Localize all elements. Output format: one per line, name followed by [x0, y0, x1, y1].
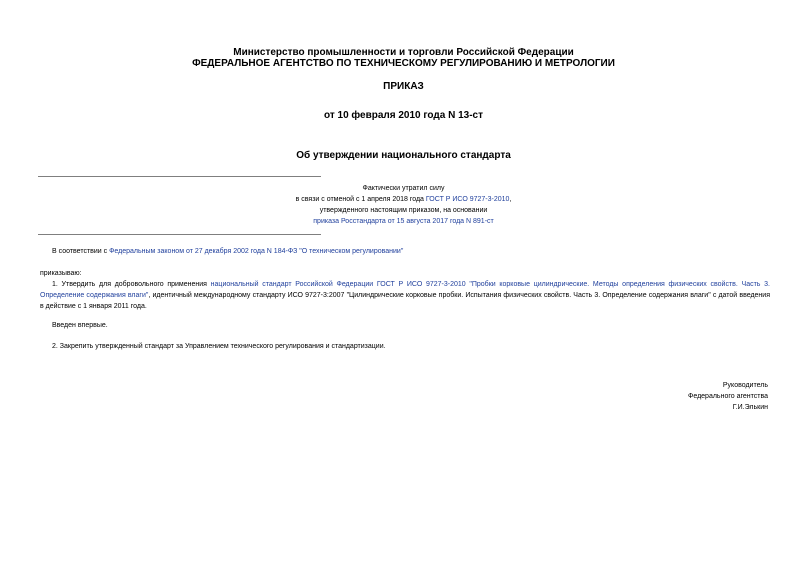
ministry-heading: Министерство промышленности и торговли Российской Федерации	[233, 47, 574, 58]
separator-line	[38, 176, 321, 177]
document-subject: Об утверждении национального стандарта	[296, 150, 511, 161]
signature-title-line2: Федерального агентства	[688, 393, 768, 400]
document-date-number: от 10 февраля 2010 года N 13-ст	[323, 110, 484, 121]
first-introduced-note: Введен впервые.	[52, 322, 108, 329]
gost-link[interactable]: ГОСТ Р ИСО 9727-3-2010	[425, 196, 510, 203]
status-note-line4	[0, 216, 807, 227]
item1-suffix: , идентичный международному стандарту ИСО 9727-3:2007 "Цилиндрические корковые пробки. Испытания физических свойств. Часть 3. Определение содержания влаги" с датой введения в действие с 1 января 2011 года.	[40, 292, 770, 310]
status-note-line2	[0, 194, 807, 205]
intro-paragraph	[52, 246, 403, 257]
federal-law-link[interactable]: Федеральным законом от 27 декабря 2002 года N 184-ФЗ "О техническом регулировании"	[109, 248, 404, 255]
rosstandart-order-link[interactable]: приказа Росстандарта от 15 августа 2017 года N 891-ст	[313, 218, 494, 225]
agency-heading: ФЕДЕРАЛЬНОЕ АГЕНТСТВО ПО ТЕХНИЧЕСКОМУ РЕГУЛИРОВАНИЮ И МЕТРОЛОГИИ	[192, 58, 615, 69]
item1-paragraph	[40, 279, 770, 312]
order-word: приказываю:	[40, 270, 82, 277]
status-note-line2-suffix: ,	[509, 196, 512, 203]
document-type: ПРИКАЗ	[383, 81, 424, 92]
item2-paragraph: 2. Закрепить утвержденный стандарт за Управлением технического регулирования и стандартизации.	[52, 343, 386, 350]
separator-line-bottom	[38, 234, 321, 235]
national-standard-link[interactable]: национальный стандарт Российской Федерации ГОСТ Р ИСО 9727-3-2010 "Пробки корковые цилиндрические. Методы определения физических свойств. Часть 3. Определение содержания влаги"	[40, 281, 770, 299]
signature-title-line1: Руководитель	[722, 382, 768, 389]
status-note-line1: Фактически утратил силу	[362, 185, 445, 192]
status-note-line3: утвержденного настоящим приказом, на основании	[319, 207, 488, 214]
status-note-line2-prefix: в связи с отменой с 1 апреля 2018 года	[295, 196, 426, 203]
signature-name: Г.И.Элькин	[732, 404, 768, 411]
item1-prefix: 1. Утвердить для добровольного применения	[52, 281, 211, 288]
intro-prefix: В соответствии с	[52, 248, 110, 255]
